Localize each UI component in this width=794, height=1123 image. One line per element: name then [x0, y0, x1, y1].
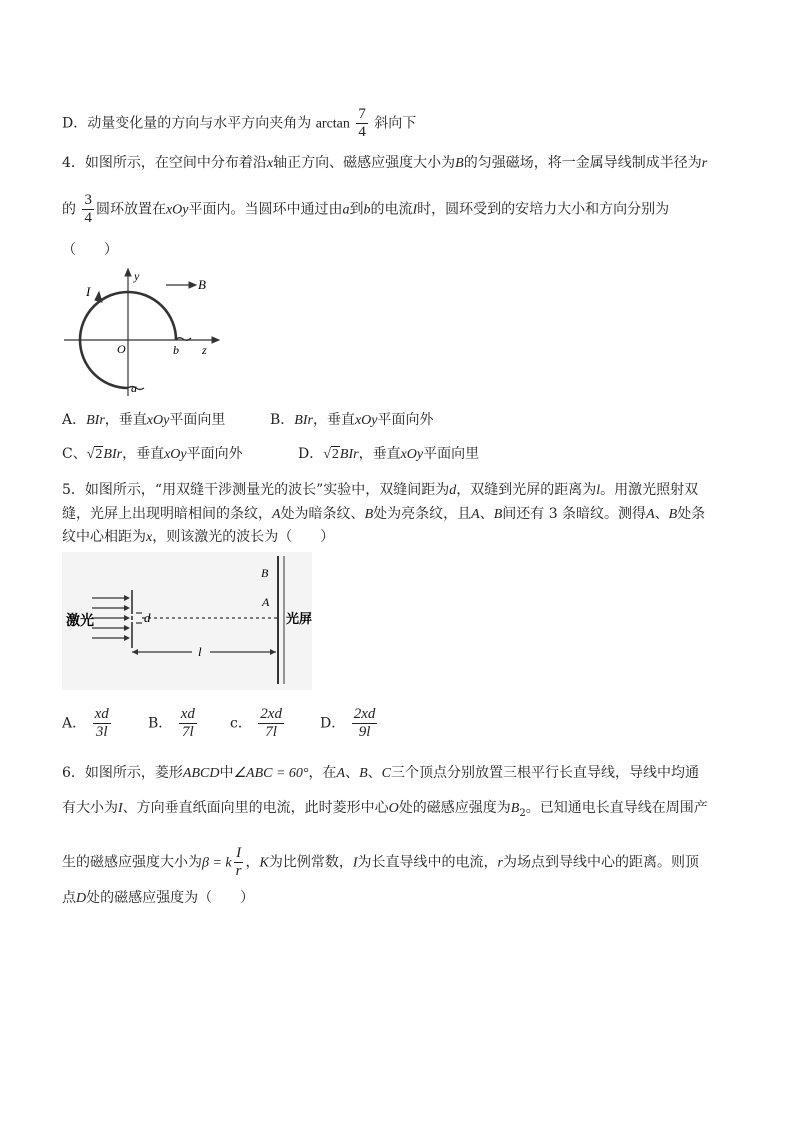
q4-y-arrowhead — [125, 269, 131, 276]
q6-var-D: D — [76, 891, 87, 906]
q5-option-num: xd — [180, 706, 195, 722]
q6-var-r: r — [497, 855, 503, 871]
q4-answer-paren: （ ） — [62, 242, 118, 258]
q4-label-a: a — [131, 381, 137, 395]
q6-var-K: K — [259, 855, 269, 871]
q4-text: 时，圆环受到的安培力大小和方向分别为 — [417, 201, 670, 218]
q4-option-d — [298, 444, 479, 465]
q5-text: 处为亮条纹，且 — [373, 506, 472, 522]
q4-option-c-plane: xOy — [164, 447, 187, 462]
q5-option-den: 9l — [358, 724, 371, 740]
q6-text: 6．如图所示，菱形 — [62, 765, 183, 781]
q6-text: 为长直导线中的电流， — [357, 854, 498, 871]
q4-option-b-dir: 平面向外 — [377, 412, 434, 428]
q4-option-a — [62, 410, 225, 431]
q5-option-den: 7l — [265, 724, 277, 740]
q4-text: 4．如图所示，在空间中分布着沿 — [62, 155, 267, 171]
q6-angle: ∠ABC = 60° — [233, 766, 309, 781]
q6-var-I: I — [352, 855, 358, 871]
q4-var-r: r — [701, 156, 708, 171]
q5-option-label: A． — [62, 715, 87, 732]
q3-d-text: D．动量变化量的方向与水平方向夹角为 — [62, 115, 312, 132]
q5-option-label: D． — [320, 715, 346, 732]
q4-option-d-value: BIr — [339, 447, 359, 462]
q5-option-num: 2xd — [260, 706, 282, 722]
q4-option-d-dir: 平面向里 — [423, 446, 480, 462]
q5-label-B: B — [261, 566, 269, 580]
q5-var-A: A — [471, 507, 480, 522]
q4-fraction — [82, 192, 94, 227]
q6-text: 点 — [62, 890, 76, 906]
q6-var-A: A — [336, 766, 346, 781]
q4-option-c-value: BIr — [103, 447, 123, 462]
q4-text: 的 — [62, 201, 76, 218]
q5-option-label: c． — [230, 715, 252, 732]
q6-text: 为场点到导线中心的距离。则顶 — [502, 854, 699, 871]
q4-option-a-text: ，垂直 — [104, 412, 147, 428]
q5-text: 纹中心相距为 — [62, 529, 146, 545]
q6-var-I: I — [118, 801, 123, 816]
q5-option-c — [230, 706, 286, 741]
q6-var-O: O — [388, 801, 399, 816]
q6-stem-line3 — [62, 845, 699, 880]
q5-option-label: B． — [148, 715, 173, 732]
q6-var-C: C — [381, 766, 391, 781]
q5-var-B: B — [668, 507, 678, 522]
q4-option-c-text: ，垂直 — [122, 446, 165, 462]
q6-text: 、 — [345, 765, 360, 781]
q3-d-post: 斜向下 — [374, 115, 417, 132]
q4-option-c-dir: 平面向外 — [186, 446, 243, 462]
q4-var-I: I — [412, 202, 418, 218]
q3-d-func: arctan — [315, 116, 350, 132]
q6-text: 中 — [219, 765, 234, 781]
q6-stem-line2 — [62, 798, 708, 824]
q4-option-c-label: C、 — [62, 446, 87, 462]
q6-text: 有大小为 — [62, 800, 118, 816]
q4-option-c — [62, 444, 243, 465]
q6-text: 、方向垂直纸面向里的电流，此时菱形中心 — [122, 800, 389, 816]
q4-option-a-dir: 平面向里 — [169, 412, 226, 428]
q4-option-c-coef: 2 — [95, 447, 103, 462]
q4-text: 轴正方向、磁感应强度大小为 — [273, 155, 456, 171]
q5-var-l: l — [596, 483, 601, 498]
q4-text: 圆环放置在 — [95, 201, 166, 218]
q5-option-d — [320, 706, 379, 741]
q5-stem-line1 — [62, 480, 698, 501]
q5-text: 、 — [479, 506, 494, 522]
q6-subscript: 2 — [519, 807, 526, 819]
q4-label-y: y — [134, 269, 140, 283]
q6-frac-num: I — [234, 845, 244, 863]
q5-option-fraction — [352, 706, 378, 741]
q6-text: 生的磁感应强度大小为 — [62, 854, 202, 871]
q5-var-x: x — [146, 530, 153, 545]
q5-label-A: A — [262, 595, 270, 609]
q4-frac-den: 4 — [84, 210, 92, 226]
q4-option-a-label: A． — [62, 412, 87, 428]
q4-text: 的匀强磁场，将一金属导线制成半径为 — [463, 155, 702, 171]
q4-current-arrow — [95, 292, 102, 302]
q4-stem-line2 — [62, 192, 669, 227]
q5-figure — [62, 552, 312, 692]
q6-text: 为比例常数， — [268, 854, 353, 871]
q4-option-b-value: BIr — [294, 413, 313, 428]
q4-option-a-plane: xOy — [146, 413, 170, 428]
q4-option-b-text: ，垂直 — [312, 412, 355, 428]
q5-var-d: d — [449, 483, 457, 498]
q6-beta: β = k — [202, 855, 232, 871]
q5-text: 间还有 3 条暗纹。测得 — [502, 506, 647, 522]
q6-text: ， — [245, 854, 260, 871]
q6-var-abcd: ABCD — [182, 766, 220, 781]
q4-stem-line1 — [62, 153, 707, 174]
q4-option-d-coef: 2 — [331, 447, 339, 462]
q4-option-b-label: B． — [270, 412, 295, 428]
q6-text: 处的磁感应强度为（ ） — [86, 890, 255, 906]
q6-stem-line1 — [62, 763, 699, 784]
q5-option-num: xd — [94, 706, 109, 722]
q5-var-A: A — [272, 507, 281, 522]
q5-stem-line2 — [62, 504, 705, 525]
q5-var-B: B — [493, 507, 503, 522]
q4-B-arrowhead — [189, 282, 196, 288]
q3-d-fraction — [356, 106, 368, 141]
q5-option-b — [148, 706, 199, 741]
q4-var-b: b — [363, 202, 371, 218]
q4-text: 平面内。当圆环中通过由 — [188, 201, 343, 218]
q6-text: 处的磁感应强度为 — [398, 800, 511, 816]
q5-option-den: 3l — [95, 724, 108, 740]
q5-option-a — [62, 706, 113, 741]
q4-label-O: O — [117, 342, 126, 356]
q4-var-a: a — [342, 202, 350, 218]
q5-var-A: A — [646, 507, 655, 522]
q4-figure — [62, 268, 222, 398]
q4-option-d-label: D． — [298, 446, 324, 462]
q4-label-b: b — [173, 343, 179, 357]
q6-text: 三个顶点分别放置三根平行长直导线，导线中均通 — [391, 765, 699, 781]
q5-figure-background — [62, 552, 312, 690]
q4-option-b-plane: xOy — [354, 413, 378, 428]
q4-text: 到 — [349, 201, 364, 218]
q6-var-B: B — [359, 766, 368, 781]
q4-option-c-sqrt: √2 — [86, 447, 103, 462]
q4-label-B: B — [198, 277, 206, 292]
q5-option-den: 7l — [182, 724, 194, 740]
q5-text: 5．如图所示，“用双缝干涉测量光的波长”实验中，双缝间距为 — [62, 482, 450, 498]
q5-text: 缝，光屏上出现明暗相间的条纹， — [62, 506, 272, 522]
q5-text: 、 — [654, 506, 669, 522]
q5-stem-line3 — [62, 527, 334, 548]
q4-option-a-value: BIr — [86, 413, 105, 428]
q5-text: 处为暗条纹、 — [280, 506, 365, 522]
q5-label-l: l — [198, 644, 202, 659]
q6-fraction — [234, 845, 244, 880]
q5-option-fraction — [93, 706, 111, 741]
q4-plane: xOy — [165, 202, 189, 218]
q4-z-arrowhead — [212, 337, 219, 343]
q3-d-frac-num: 7 — [358, 106, 366, 122]
q5-text: ，则该激光的波长为（ ） — [152, 529, 335, 545]
q5-option-fraction — [258, 706, 284, 741]
q6-text: ，在 — [308, 765, 337, 781]
q4-var-B: B — [455, 156, 464, 171]
q3-option-d — [62, 106, 416, 141]
q5-label-laser: 激光 — [66, 613, 94, 629]
q4-label-z: z — [202, 343, 207, 357]
q4-frac-num: 3 — [84, 192, 92, 208]
q6-var-B2: B — [510, 801, 520, 816]
q4-option-d-plane: xOy — [400, 447, 424, 462]
q4-option-b — [270, 410, 434, 431]
q5-text: 处条 — [677, 506, 706, 522]
q4-option-d-sqrt: √2 — [323, 447, 339, 462]
q5-label-screen: 光屏 — [286, 612, 312, 627]
q4-label-I: I — [86, 284, 91, 299]
q5-text: 。用激光照射双 — [600, 482, 699, 498]
q3-d-frac-den: 4 — [358, 124, 366, 140]
q4-text: 的电流 — [370, 201, 413, 218]
q4-option-d-text: ，垂直 — [358, 446, 401, 462]
q5-text: ，双缝到光屏的距离为 — [456, 482, 597, 498]
q5-var-B: B — [364, 507, 374, 522]
q5-option-fraction — [179, 706, 197, 741]
q6-text: 、 — [367, 765, 382, 781]
q4-var-x: x — [266, 156, 274, 171]
q5-option-num: 2xd — [353, 706, 376, 722]
q6-frac-den: r — [235, 863, 242, 879]
q6-text: 。已知通电长直导线在周围产 — [525, 800, 708, 816]
q6-stem-line4 — [62, 888, 254, 909]
q5-label-d: d — [144, 610, 151, 625]
